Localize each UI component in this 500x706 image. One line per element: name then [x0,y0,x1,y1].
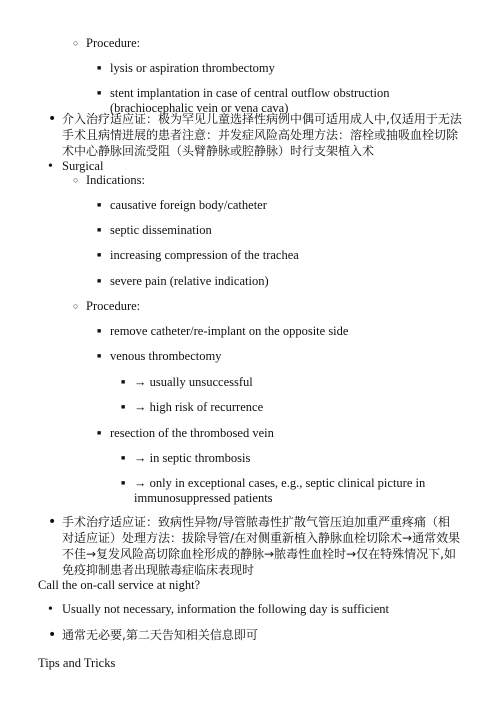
list-item: ■ → usually unsuccessful [134,375,464,390]
list-item: ■ resection of the thrombosed vein [110,426,470,441]
list-item: ■ remove catheter/re-implant on the opposite side [110,324,470,339]
list-item: ■ causative foreign body/catheter [110,198,470,213]
list-item: ■ venous thrombectomy [110,349,470,364]
list-item: ■ septic dissemination [110,223,470,238]
list-item: ■ increasing compression of the trachea [110,248,470,263]
list-item: ■ → high risk of recurrence [134,400,464,415]
tips-heading: Tips and Tricks [38,656,116,670]
list-item: ■ → only in exceptional cases, e.g., septic clinical picture in immunosuppressed patients [134,476,434,506]
list-item: ■ stent implantation in case of central outflow obstruction (brachiocephalic vein or vena cava) [110,86,470,116]
cn-surgical-text: • 手术治疗适应证：致病性异物/导管脓毒性扩散气管压迫加重严重疼痛（相对适应证）处理方法：拔除导管/在对侧重新植入静脉血栓切除术→通常效果不佳→复发风险高切除血栓形成的静脉→脓毒性血栓时→仅在特殊情况下,如免疫抑制患者出现脓毒症临床表现时 [62,514,462,578]
list-item: ■ → in septic thrombosis [134,451,464,466]
procedure-label-1: ○ Procedure: [86,36,140,51]
cn-interventional-text: • 介入治疗适应证：极为罕见儿童选择性病例中偶可适用成人中,仅适用于无法手术且病情进展的患者注意：并发症风险高处理方法：溶栓或抽吸血栓切除术中心静脉回流受阻（头臂静脉或腔静脉）时行支架植入术 [62,111,462,159]
procedure-label-2: ○ Procedure: [86,299,140,314]
oncall-question: Call the on-call service at night? [38,578,201,592]
list-item: ■ lysis or aspiration thrombectomy [110,61,470,76]
indications-label: ○ Indications: [86,173,145,188]
list-item: ■ severe pain (relative indication) [110,274,470,289]
oncall-answer-cn: • 通常无必要,第二天告知相关信息即可 [62,627,482,643]
surgical-label: • Surgical [62,159,103,174]
oncall-answer: • Usually not necessary, information the following day is sufficient [62,602,482,617]
